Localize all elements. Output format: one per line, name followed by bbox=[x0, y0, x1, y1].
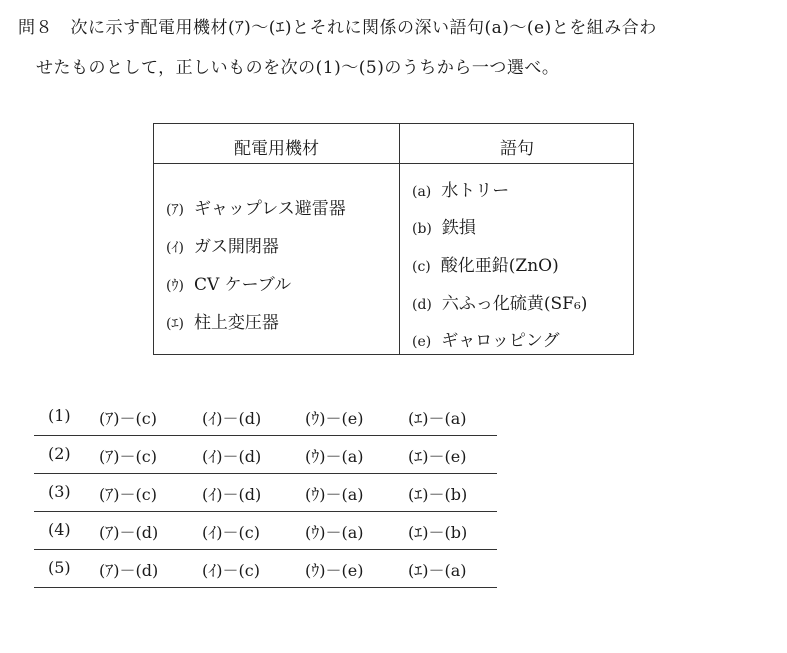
equipment-name: CV ケーブル bbox=[193, 275, 292, 295]
choice-pair: (ｱ)－(c) bbox=[99, 485, 157, 504]
equipment-mark: (ｴ) bbox=[166, 316, 184, 332]
choice-number: (1) bbox=[48, 406, 71, 425]
choice-pair: (ｳ)－(e) bbox=[305, 409, 364, 428]
phrase-item bbox=[412, 251, 559, 276]
phrase-text: ギャロッピング bbox=[441, 331, 560, 351]
choice-pair: (ｳ)－(a) bbox=[305, 447, 364, 466]
choice-pair: (ｳ)－(a) bbox=[305, 485, 364, 504]
choice-pair: (ｲ)－(c) bbox=[202, 561, 260, 580]
phrase-text: 酸化亜鉛(ZnO) bbox=[440, 256, 559, 276]
choice-pair: (ｱ)－(c) bbox=[99, 447, 157, 466]
choice-pair: (ｳ)－(e) bbox=[305, 561, 364, 580]
equipment-mark: (ｲ) bbox=[166, 240, 184, 256]
choice-pair: (ｴ)－(b) bbox=[408, 523, 468, 542]
choice-number: (5) bbox=[48, 558, 71, 577]
choice-pair: (ｴ)－(a) bbox=[408, 561, 467, 580]
phrase-text: 水トリー bbox=[441, 181, 510, 201]
question-text-line-1: 問８ 次に示す配電用機材(ｱ)～(ｴ)とそれに関係の深い語句(a)～(e)とを組み合わ bbox=[18, 18, 657, 38]
phrase-mark: (a) bbox=[412, 184, 432, 200]
choice-number: (4) bbox=[48, 520, 71, 539]
question-text-line-2: せたものとして，正しいものを次の(1)～(5)のうちから一つ選べ。 bbox=[36, 58, 560, 78]
choice-pair: (ｲ)－(c) bbox=[202, 523, 260, 542]
column-divider bbox=[399, 124, 400, 354]
equipment-column-header: 配電用機材 bbox=[234, 139, 319, 159]
equipment-mark: (ｱ) bbox=[166, 202, 184, 218]
phrase-text: 六ふっ化硫黄(SF₆) bbox=[441, 294, 588, 314]
equipment-name: 柱上変圧器 bbox=[193, 313, 279, 333]
choice-row-5[interactable] bbox=[34, 550, 497, 588]
choice-number: (3) bbox=[48, 482, 71, 501]
answer-choices bbox=[34, 398, 497, 588]
choice-pair: (ｱ)－(c) bbox=[99, 409, 157, 428]
phrase-mark: (d) bbox=[412, 297, 432, 313]
choice-pair: (ｳ)－(a) bbox=[305, 523, 364, 542]
phrase-item bbox=[412, 213, 476, 238]
table-header-row bbox=[154, 124, 633, 164]
phrase-mark: (b) bbox=[412, 221, 432, 237]
choice-pair: (ｱ)－(d) bbox=[99, 561, 159, 580]
equipment-name: ガス開閉器 bbox=[193, 237, 279, 257]
phrase-column-header: 語句 bbox=[500, 139, 534, 159]
equipment-item bbox=[166, 270, 291, 295]
equipment-item bbox=[166, 232, 279, 257]
phrase-mark: (e) bbox=[412, 334, 432, 350]
choice-row-1[interactable] bbox=[34, 398, 497, 436]
choice-pair: (ｱ)－(d) bbox=[99, 523, 159, 542]
choice-pair: (ｲ)－(d) bbox=[202, 409, 262, 428]
choice-row-4[interactable] bbox=[34, 512, 497, 550]
choice-row-3[interactable] bbox=[34, 474, 497, 512]
equipment-mark: (ｳ) bbox=[166, 278, 184, 294]
choice-row-2[interactable] bbox=[34, 436, 497, 474]
phrase-mark: (c) bbox=[412, 259, 431, 275]
equipment-name: ギャップレス避雷器 bbox=[193, 199, 346, 219]
phrase-item bbox=[412, 289, 587, 314]
phrase-item bbox=[412, 176, 509, 201]
phrase-item bbox=[412, 326, 560, 351]
matching-table bbox=[153, 123, 634, 355]
equipment-item bbox=[166, 308, 279, 333]
choice-pair: (ｴ)－(a) bbox=[408, 409, 467, 428]
phrase-text: 鉄損 bbox=[441, 218, 476, 238]
equipment-item bbox=[166, 194, 346, 219]
choice-number: (2) bbox=[48, 444, 71, 463]
choice-pair: (ｲ)－(d) bbox=[202, 485, 262, 504]
choice-pair: (ｲ)－(d) bbox=[202, 447, 262, 466]
choice-pair: (ｴ)－(e) bbox=[408, 447, 467, 466]
choice-pair: (ｴ)－(b) bbox=[408, 485, 468, 504]
